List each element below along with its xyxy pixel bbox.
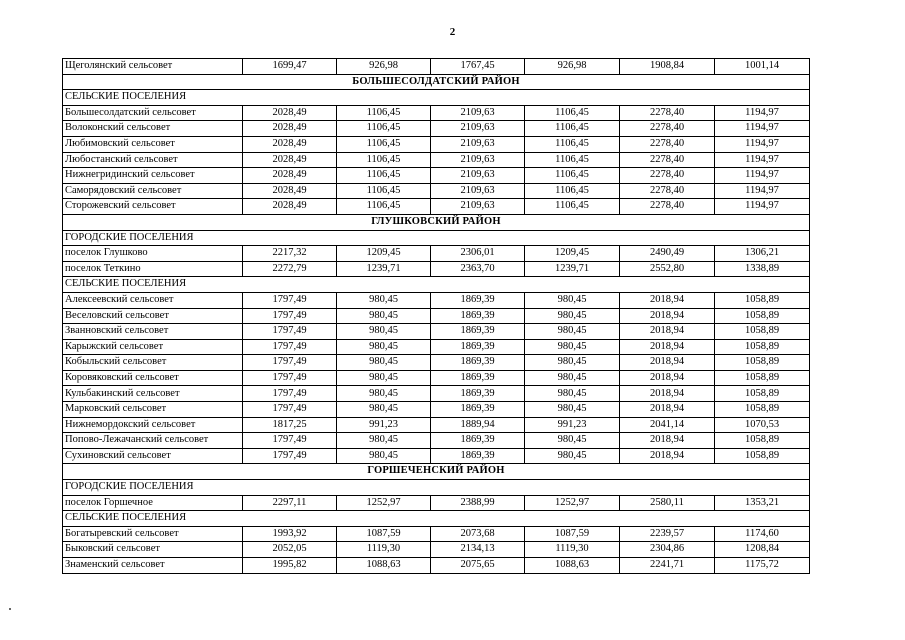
section-header-row: [63, 90, 810, 106]
settlement-name-cell: поселок Глушково: [63, 246, 243, 262]
value-cell: 926,98: [337, 59, 431, 75]
value-cell: 2580,11: [620, 495, 715, 511]
value-cell: 980,45: [525, 324, 620, 340]
value-cell: 1194,97: [715, 136, 810, 152]
settlement-name-cell: Любостанский сельсовет: [63, 152, 243, 168]
value-cell: 2109,63: [431, 199, 525, 215]
table-row: [63, 542, 810, 558]
value-cell: 1070,53: [715, 417, 810, 433]
value-cell: 2304,86: [620, 542, 715, 558]
value-cell: 1817,25: [243, 417, 337, 433]
settlement-name-cell: Сухиновский сельсовет: [63, 448, 243, 464]
value-cell: 2241,71: [620, 558, 715, 574]
value-cell: 1058,89: [715, 386, 810, 402]
value-cell: 1106,45: [525, 168, 620, 184]
table-row: [63, 136, 810, 152]
value-cell: 1058,89: [715, 339, 810, 355]
section-header-row: [63, 230, 810, 246]
value-cell: 980,45: [337, 386, 431, 402]
district-header-row: [63, 464, 810, 480]
value-cell: 1209,45: [525, 246, 620, 262]
table-row: [63, 417, 810, 433]
value-cell: 1995,82: [243, 558, 337, 574]
value-cell: 1767,45: [431, 59, 525, 75]
value-cell: 1993,92: [243, 526, 337, 542]
settlement-name-cell: Большесолдатский сельсовет: [63, 105, 243, 121]
value-cell: 980,45: [337, 355, 431, 371]
value-cell: 980,45: [337, 339, 431, 355]
value-cell: 1194,97: [715, 199, 810, 215]
section-heading: ГОРОДСКИЕ ПОСЕЛЕНИЯ: [63, 230, 810, 246]
settlement-name-cell: Алексеевский сельсовет: [63, 292, 243, 308]
value-cell: 980,45: [525, 448, 620, 464]
settlement-name-cell: Любимовский сельсовет: [63, 136, 243, 152]
value-cell: 2018,94: [620, 324, 715, 340]
value-cell: 1239,71: [525, 261, 620, 277]
value-cell: 2134,13: [431, 542, 525, 558]
value-cell: 1353,21: [715, 495, 810, 511]
table-row: [63, 433, 810, 449]
value-cell: 1252,97: [337, 495, 431, 511]
value-cell: 991,23: [525, 417, 620, 433]
settlement-name-cell: поселок Теткино: [63, 261, 243, 277]
settlement-name-cell: Нижнемордокский сельсовет: [63, 417, 243, 433]
value-cell: 1797,49: [243, 308, 337, 324]
settlement-name-cell: Попово-Лежачанский сельсовет: [63, 433, 243, 449]
value-cell: 1306,21: [715, 246, 810, 262]
settlement-name-cell: Нижнегридинский сельсовет: [63, 168, 243, 184]
value-cell: 926,98: [525, 59, 620, 75]
value-cell: 980,45: [525, 308, 620, 324]
value-cell: 1869,39: [431, 308, 525, 324]
value-cell: 980,45: [525, 339, 620, 355]
table-row: [63, 386, 810, 402]
value-cell: 980,45: [337, 448, 431, 464]
value-cell: 1106,45: [525, 105, 620, 121]
settlement-name-cell: поселок Горшечное: [63, 495, 243, 511]
settlement-name-cell: Саморядовский сельсовет: [63, 183, 243, 199]
value-cell: 1209,45: [337, 246, 431, 262]
value-cell: 1087,59: [337, 526, 431, 542]
value-cell: 2490,49: [620, 246, 715, 262]
settlement-name-cell: Знаменский сельсовет: [63, 558, 243, 574]
value-cell: 2278,40: [620, 152, 715, 168]
value-cell: 1194,97: [715, 183, 810, 199]
settlement-name-cell: Щеголянский сельсовет: [63, 59, 243, 75]
value-cell: 1869,39: [431, 370, 525, 386]
value-cell: 1119,30: [525, 542, 620, 558]
value-cell: 980,45: [525, 292, 620, 308]
value-cell: 1869,39: [431, 433, 525, 449]
table-row: [63, 183, 810, 199]
settlement-name-cell: Волоконский сельсовет: [63, 121, 243, 137]
table-row: [63, 558, 810, 574]
value-cell: 1106,45: [525, 183, 620, 199]
value-cell: 1058,89: [715, 448, 810, 464]
value-cell: 1058,89: [715, 324, 810, 340]
table-row: [63, 199, 810, 215]
value-cell: 1175,72: [715, 558, 810, 574]
district-header-row: [63, 214, 810, 230]
value-cell: 980,45: [337, 308, 431, 324]
value-cell: 1797,49: [243, 324, 337, 340]
settlement-name-cell: Веселовский сельсовет: [63, 308, 243, 324]
value-cell: 2052,05: [243, 542, 337, 558]
value-cell: 980,45: [525, 370, 620, 386]
value-cell: 1239,71: [337, 261, 431, 277]
value-cell: 980,45: [337, 433, 431, 449]
value-cell: 2109,63: [431, 152, 525, 168]
section-heading: ГОРОДСКИЕ ПОСЕЛЕНИЯ: [63, 480, 810, 496]
value-cell: 2073,68: [431, 526, 525, 542]
value-cell: 980,45: [525, 386, 620, 402]
value-cell: 2278,40: [620, 168, 715, 184]
value-cell: 1194,97: [715, 105, 810, 121]
table-body: [63, 59, 810, 574]
value-cell: 1699,47: [243, 59, 337, 75]
value-cell: 1119,30: [337, 542, 431, 558]
value-cell: 1106,45: [525, 152, 620, 168]
value-cell: 1087,59: [525, 526, 620, 542]
value-cell: 1088,63: [525, 558, 620, 574]
value-cell: 1174,60: [715, 526, 810, 542]
value-cell: 1058,89: [715, 292, 810, 308]
value-cell: 2363,70: [431, 261, 525, 277]
value-cell: 2028,49: [243, 183, 337, 199]
value-cell: 2018,94: [620, 339, 715, 355]
table-row: [63, 448, 810, 464]
value-cell: 2109,63: [431, 121, 525, 137]
value-cell: 1058,89: [715, 370, 810, 386]
value-cell: 2109,63: [431, 183, 525, 199]
table-row: [63, 355, 810, 371]
value-cell: 2028,49: [243, 121, 337, 137]
value-cell: 1106,45: [525, 121, 620, 137]
value-cell: 1194,97: [715, 168, 810, 184]
table-row: [63, 246, 810, 262]
value-cell: 1908,84: [620, 59, 715, 75]
section-header-row: [63, 511, 810, 527]
settlement-name-cell: Богатыревский сельсовет: [63, 526, 243, 542]
table-row: [63, 59, 810, 75]
table-row: [63, 370, 810, 386]
value-cell: 1058,89: [715, 402, 810, 418]
value-cell: 1797,49: [243, 292, 337, 308]
value-cell: 2109,63: [431, 168, 525, 184]
district-header-row: [63, 74, 810, 90]
value-cell: 1869,39: [431, 292, 525, 308]
value-cell: 2018,94: [620, 386, 715, 402]
section-heading: СЕЛЬСКИЕ ПОСЕЛЕНИЯ: [63, 511, 810, 527]
value-cell: 2306,01: [431, 246, 525, 262]
value-cell: 1194,97: [715, 121, 810, 137]
value-cell: 980,45: [525, 402, 620, 418]
value-cell: 1797,49: [243, 370, 337, 386]
table-row: [63, 105, 810, 121]
table-row: [63, 324, 810, 340]
value-cell: 2388,99: [431, 495, 525, 511]
section-header-row: [63, 277, 810, 293]
value-cell: 1106,45: [525, 136, 620, 152]
value-cell: 2278,40: [620, 199, 715, 215]
value-cell: 1088,63: [337, 558, 431, 574]
value-cell: 1797,49: [243, 402, 337, 418]
value-cell: 1889,94: [431, 417, 525, 433]
value-cell: 1058,89: [715, 433, 810, 449]
value-cell: 2278,40: [620, 121, 715, 137]
value-cell: 2018,94: [620, 292, 715, 308]
value-cell: 1194,97: [715, 152, 810, 168]
value-cell: 980,45: [337, 370, 431, 386]
value-cell: 2028,49: [243, 105, 337, 121]
table-row: [63, 402, 810, 418]
settlement-name-cell: Марковский сельсовет: [63, 402, 243, 418]
value-cell: 2109,63: [431, 136, 525, 152]
district-heading: ГЛУШКОВСКИЙ РАЙОН: [63, 214, 810, 230]
value-cell: 1106,45: [337, 121, 431, 137]
settlement-name-cell: Званновский сельсовет: [63, 324, 243, 340]
settlement-name-cell: Кобыльский сельсовет: [63, 355, 243, 371]
section-heading: СЕЛЬСКИЕ ПОСЕЛЕНИЯ: [63, 277, 810, 293]
value-cell: 2018,94: [620, 448, 715, 464]
tariff-table: [62, 58, 810, 574]
value-cell: 2028,49: [243, 136, 337, 152]
value-cell: 1106,45: [337, 152, 431, 168]
value-cell: 2018,94: [620, 402, 715, 418]
section-header-row: [63, 480, 810, 496]
value-cell: 1001,14: [715, 59, 810, 75]
value-cell: 1208,84: [715, 542, 810, 558]
value-cell: 2018,94: [620, 355, 715, 371]
settlement-name-cell: Сторожевский сельсовет: [63, 199, 243, 215]
table-row: [63, 168, 810, 184]
value-cell: 980,45: [337, 292, 431, 308]
value-cell: 2109,63: [431, 105, 525, 121]
settlement-name-cell: Коровяковский сельсовет: [63, 370, 243, 386]
scan-speck: [9, 608, 11, 610]
value-cell: 1106,45: [337, 136, 431, 152]
settlement-name-cell: Кульбакинский сельсовет: [63, 386, 243, 402]
value-cell: 2239,57: [620, 526, 715, 542]
settlement-name-cell: Карыжский сельсовет: [63, 339, 243, 355]
value-cell: 1869,39: [431, 402, 525, 418]
table-row: [63, 121, 810, 137]
district-heading: ГОРШЕЧЕНСКИЙ РАЙОН: [63, 464, 810, 480]
value-cell: 2028,49: [243, 168, 337, 184]
value-cell: 2028,49: [243, 152, 337, 168]
value-cell: 980,45: [525, 355, 620, 371]
value-cell: 1797,49: [243, 433, 337, 449]
table-row: [63, 339, 810, 355]
value-cell: 2028,49: [243, 199, 337, 215]
value-cell: 1338,89: [715, 261, 810, 277]
table-row: [63, 261, 810, 277]
value-cell: 1869,39: [431, 339, 525, 355]
table-row: [63, 495, 810, 511]
district-heading: БОЛЬШЕСОЛДАТСКИЙ РАЙОН: [63, 74, 810, 90]
table-row: [63, 292, 810, 308]
value-cell: 991,23: [337, 417, 431, 433]
value-cell: 2278,40: [620, 105, 715, 121]
settlement-name-cell: Быковский сельсовет: [63, 542, 243, 558]
value-cell: 2018,94: [620, 308, 715, 324]
value-cell: 2278,40: [620, 136, 715, 152]
value-cell: 1797,49: [243, 448, 337, 464]
value-cell: 1797,49: [243, 355, 337, 371]
value-cell: 2278,40: [620, 183, 715, 199]
page-number: 2: [449, 26, 456, 38]
value-cell: 1106,45: [337, 199, 431, 215]
value-cell: 2297,11: [243, 495, 337, 511]
value-cell: 2075,65: [431, 558, 525, 574]
value-cell: 1106,45: [525, 199, 620, 215]
value-cell: 1058,89: [715, 308, 810, 324]
value-cell: 1869,39: [431, 324, 525, 340]
value-cell: 1106,45: [337, 183, 431, 199]
value-cell: 2217,32: [243, 246, 337, 262]
table-row: [63, 526, 810, 542]
value-cell: 980,45: [337, 324, 431, 340]
value-cell: 1869,39: [431, 386, 525, 402]
value-cell: 2018,94: [620, 433, 715, 449]
value-cell: 1869,39: [431, 355, 525, 371]
value-cell: 2272,79: [243, 261, 337, 277]
value-cell: 980,45: [525, 433, 620, 449]
table-row: [63, 152, 810, 168]
section-heading: СЕЛЬСКИЕ ПОСЕЛЕНИЯ: [63, 90, 810, 106]
value-cell: 1106,45: [337, 105, 431, 121]
value-cell: 1797,49: [243, 386, 337, 402]
value-cell: 1252,97: [525, 495, 620, 511]
value-cell: 980,45: [337, 402, 431, 418]
value-cell: 2552,80: [620, 261, 715, 277]
value-cell: 1058,89: [715, 355, 810, 371]
table-row: [63, 308, 810, 324]
value-cell: 1869,39: [431, 448, 525, 464]
value-cell: 2041,14: [620, 417, 715, 433]
value-cell: 1106,45: [337, 168, 431, 184]
value-cell: 1797,49: [243, 339, 337, 355]
value-cell: 2018,94: [620, 370, 715, 386]
